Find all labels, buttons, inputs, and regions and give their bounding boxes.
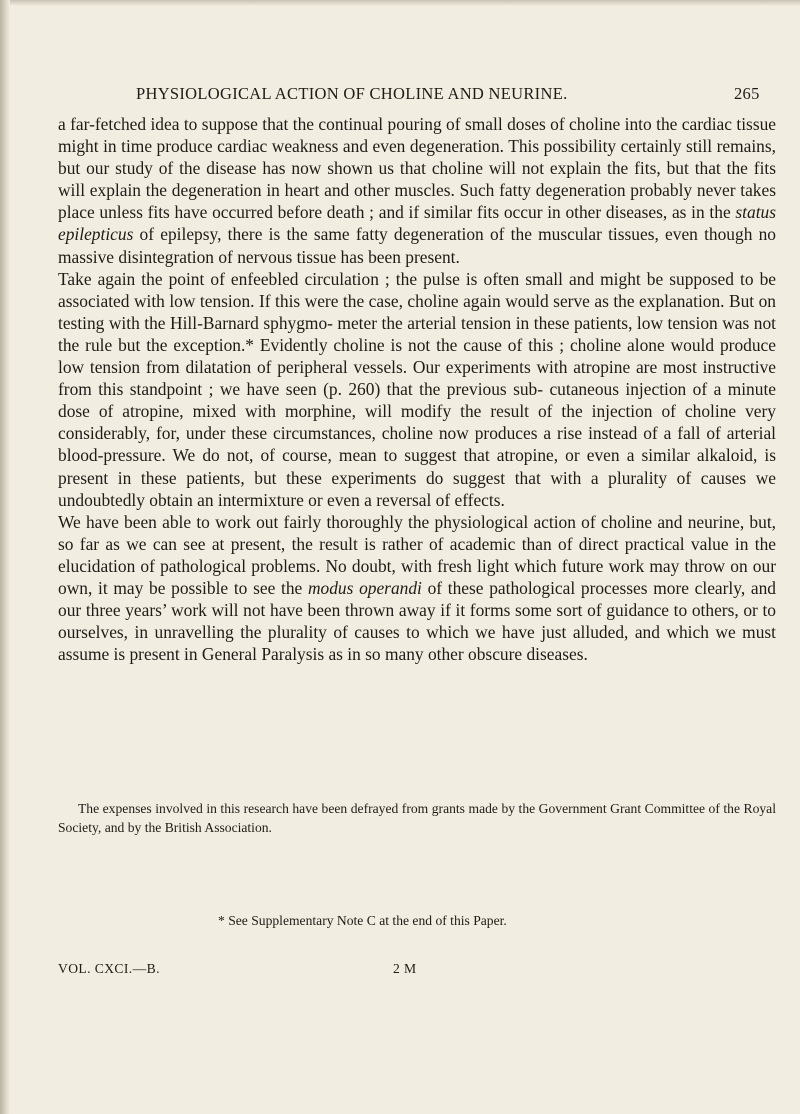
printer-signature-mark: 2 M (393, 961, 417, 976)
italic-term: status epilepticus (58, 202, 776, 245)
paragraph-2: Take again the point of enfeebled circulation ; the pulse is often small and might be supposed to be associated with low tension. If this were the case, choline again would serve as the explanation. But on testing with the Hill-Barnard sphygmo- meter the arterial tension in these patients, low tension was not the rule but the exception.* Evidently choline is not the cause of this ; choline alone would produce low tension from dilatation of peripheral vessels. Our experiments with atropine are most instructive from this standpoint ; we have seen (p. 260) that the previous sub- cutaneous injection of a minute dose of atropine, mixed with morphine, will modify the result of the injection of choline very considerably, for, under these circumstances, choline now produces a rise instead of a fall of arterial blood-pressure. We do not, of course, mean to suggest that atropine, or even a similar alkaloid, is present in these patients, but these experiments do suggest that with a plurality of causes we undoubtedly obtain an intermixture or even a reversal of effects. (58, 268, 776, 510)
funding-note: The expenses involved in this research have been defrayed from grants made by the Government Grant Committee of the Royal Society, and by the British Association. (58, 801, 776, 835)
paragraph-3: We have been able to work out fairly thoroughly the physiological action of choline and neurine, but, so far as we can see at present, the result is rather of academic than of direct practical value in the elucidation of pathological problems. No doubt, with fresh light which future work may throw on our own, it may be possible to see the modus operandi of these pathological processes more clearly, and our three years’ work will not have been thrown away if it forms some sort of guidance to others, or to ourselves, in unravelling the plurality of causes to which we have just alluded, and which we must assume is present in General Paralysis as in so many other obscure diseases. (58, 511, 776, 665)
page-binding-edge (0, 0, 10, 1114)
volume-signature: VOL. CXCI.—B. (58, 961, 160, 976)
body-text (58, 113, 776, 665)
paragraph-1: a far-fetched idea to suppose that the continual pouring of small doses of choline into the cardiac tissue might in time produce cardiac weakness and even degeneration. This possibility certainly still remains, but our study of the disease has now shown us that choline will not explain the fits, but that the fits will explain the degeneration in heart and other muscles. Such fatty degeneration probably never takes place unless fits have occurred before death ; and if similar fits occur in other diseases, as in the status epilepticus of epilepsy, there is the same fatty degeneration of the muscular tissues, even though no massive disintegration of nervous tissue has been present. (58, 114, 776, 267)
footnote: * See Supplementary Note C at the end of this Paper. (218, 913, 507, 928)
running-title: PHYSIOLOGICAL ACTION OF CHOLINE AND NEURINE. (136, 84, 568, 103)
page-top-edge (0, 0, 800, 6)
italic-term: modus operandi (307, 577, 422, 598)
page-number: 265 (734, 84, 760, 103)
